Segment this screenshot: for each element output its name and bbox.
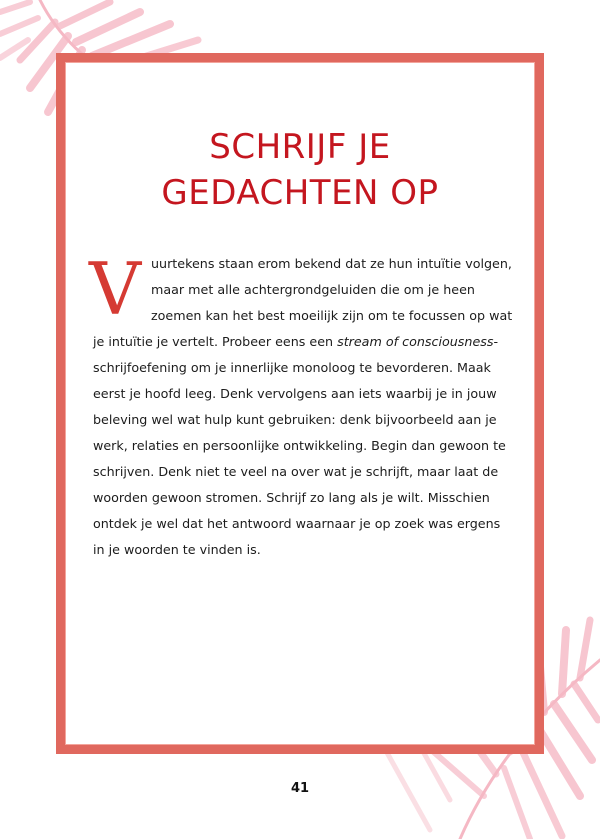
drop-cap: V — [89, 247, 141, 331]
body-text-part-1: uurtekens staan erom bekend dat ze hun intuïtie volgen, maar met alle achtergrondgeluiden die om je heen zoemen kan het best moeilijk zijn om te focussen op wat je intuïtie je vertelt. Probeer eens een — [93, 256, 513, 349]
body-paragraph — [93, 251, 513, 563]
title-line-1: SCHRIJF JE — [209, 127, 391, 167]
page-frame — [56, 53, 544, 754]
body-text-part-2: -schrijfoefening om je innerlijke monoloog te bevorderen. Maak eerst je hoofd leeg. Denk vervolgens aan iets waarbij je in jouw beleving wel wat hulp kunt gebruiken: denk bijvoorbeeld aan je werk, relaties en persoonlijke ontwikkeling. Begin dan gewoon te schrijven. Denk niet te veel na over wat je schrijft, maar laat de woorden gewoon stromen. Schrijf zo lang als je wilt. Misschien ontdek je wel dat het antwoord waarnaar je op zoek was ergens in je woorden te vinden is. — [93, 334, 506, 557]
body-text-emphasis: stream of consciousness — [337, 334, 494, 349]
title-line-2: GEDACHTEN OP — [161, 173, 439, 213]
body-text — [89, 247, 513, 563]
page-title — [65, 124, 535, 216]
page-number: 41 — [290, 781, 310, 796]
